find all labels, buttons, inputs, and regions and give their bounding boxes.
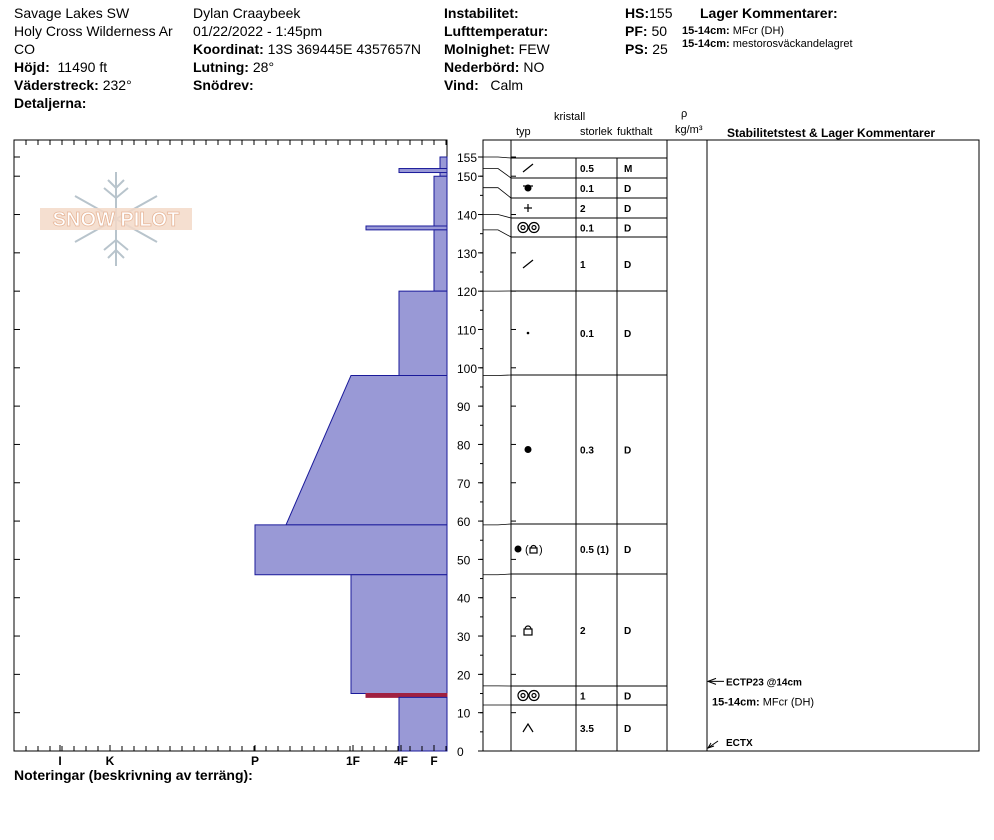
depth-label-150: 150 [457, 170, 478, 185]
depth-label-60: 60 [457, 515, 471, 530]
layer-connector-1 [483, 169, 511, 178]
hardness-label-F: F [430, 754, 438, 768]
layer-connector-2 [483, 188, 511, 198]
instability-label: Instabilitet: [444, 5, 519, 21]
layer-moisture-4: D [624, 260, 632, 271]
rho-header: ρ [681, 108, 688, 120]
sky-label: Molnighet: [444, 41, 515, 57]
depth-label-30: 30 [457, 630, 471, 645]
slope-value: 28° [252, 59, 275, 75]
observer-name: Dylan Craaybeek [193, 5, 301, 21]
crystal-header: kristall [554, 111, 586, 123]
elevation-label: Höjd: [14, 59, 50, 75]
observation-datetime: 01/22/2022 - 1:45pm [193, 23, 323, 39]
hardness-layer-9 [366, 694, 447, 698]
rounded-faceted-mix-icon [515, 546, 522, 553]
layer-comment-1-depth: 15-14cm: [682, 25, 730, 37]
layer-moisture-0: M [624, 164, 633, 175]
rounded-grains-icon [525, 446, 532, 453]
hardness-spike-152 [399, 169, 447, 173]
depth-label-40: 40 [457, 591, 471, 606]
melt-freeze-crust-icon-i2 [532, 694, 536, 698]
aspect-label: Väderstreck: [14, 77, 99, 93]
coordinate-value: 13S 369445E 4357657N [267, 41, 422, 57]
layer-size-9: 1 [580, 691, 586, 703]
location-area: Holy Cross Wilderness Ar [14, 23, 173, 39]
moisture-header: fukthalt [617, 126, 653, 138]
location-state: CO [14, 41, 35, 57]
layer-size-6: 0.3 [580, 445, 594, 457]
slope-label: Lutning: [193, 59, 249, 75]
depth-label-0: 0 [457, 745, 464, 759]
stability-header: Stabilitetstest & Lager Kommentarer [727, 126, 936, 140]
precip-value: NO [523, 59, 545, 75]
layer-size-10: 3.5 [580, 724, 594, 735]
layer-connector-8 [483, 574, 511, 575]
depth-label-155: 155 [457, 151, 478, 165]
layer-size-2: 2 [580, 204, 586, 215]
melt-freeze-crust-icon-b [529, 691, 539, 701]
type-header: typ [516, 126, 531, 138]
stability-note-depth: 15-14cm: [712, 696, 763, 709]
hardness-label-4F: 4F [393, 754, 409, 768]
hardness-label-P: P [250, 754, 260, 768]
depth-label-130: 130 [457, 246, 478, 261]
layer-moisture-2: D [624, 204, 632, 215]
hardness-layer-0 [440, 157, 447, 168]
layer-comment-1-text: MFcr (DH) [732, 25, 785, 37]
depth-label-90: 90 [457, 400, 471, 415]
pf-value: 50 [651, 23, 668, 39]
snowpilot-logo [40, 172, 192, 266]
stability-arrow-2 [708, 741, 718, 748]
airtemp-label: Lufttemperatur: [444, 23, 549, 39]
stability-tests [708, 677, 814, 749]
layer-connector-7 [483, 524, 511, 525]
layer-comment-2-depth: 15-14cm: [682, 38, 730, 50]
rounded-faceted-mix-icon-paren-close: ) [539, 544, 543, 556]
layer-size-8: 2 [580, 626, 586, 637]
depth-hoar-icon [523, 724, 533, 732]
melt-freeze-crust-icon-i2 [532, 226, 536, 230]
melt-freeze-crust-icon-b [529, 223, 539, 233]
depth-label-140: 140 [457, 208, 478, 223]
layer-connector-4 [483, 230, 511, 237]
hardness-label-K: K [105, 754, 115, 768]
ps-value: 25 [652, 41, 668, 57]
layer-moisture-8: D [624, 626, 632, 637]
depth-label-80: 80 [457, 438, 471, 453]
decomposing-fragments-icon [523, 260, 533, 268]
layer-moisture-7: D [624, 545, 632, 556]
wind-label: Vind: [444, 77, 479, 93]
depth-label-110: 110 [457, 323, 477, 338]
melt-freeze-crust-icon-i1 [521, 694, 525, 698]
hs-value: 155 [649, 5, 673, 21]
location-name: Savage Lakes SW [14, 5, 130, 21]
depth-label-10: 10 [457, 706, 471, 721]
layer-moisture-3: D [624, 223, 632, 235]
small-rounded-icon [527, 332, 530, 335]
depth-label-100: 100 [457, 361, 478, 376]
sky-value: FEW [518, 41, 550, 57]
hardness-layer-5 [399, 291, 447, 375]
stability-note-1 [712, 696, 814, 708]
layer-moisture-10: D [624, 724, 632, 735]
coordinate-label: Koordinat: [193, 41, 264, 57]
hardness-profile [255, 157, 447, 751]
layer-moisture-6: D [624, 445, 632, 457]
hardness-layer-6 [286, 375, 447, 524]
pf-label: PF: [625, 23, 648, 39]
layer-moisture-5: D [624, 329, 632, 340]
decomposing-fragments-icon [523, 164, 533, 172]
stability-note-text: MFcr (DH) [762, 696, 815, 709]
layer-moisture-1: D [624, 184, 632, 195]
rounded-faceted-mix-icon-paren-open: ( [525, 544, 529, 556]
size-header: storlek [580, 126, 613, 138]
hardness-label-1F: 1F [345, 754, 361, 768]
hardness-layer-4 [434, 230, 447, 291]
layer-size-1: 0.1 [580, 184, 594, 195]
stability-test-1: ECTP23 @14cm [726, 677, 802, 689]
layer-moisture-9: D [624, 691, 632, 703]
layer-comments-title: Lager Kommentarer: [700, 5, 838, 21]
layer-comment-2-text: mestorosväckandelagret [732, 38, 853, 50]
depth-label-70: 70 [457, 476, 471, 491]
wind-value: Calm [490, 77, 524, 93]
hardness-layer-3 [366, 226, 447, 230]
hardness-layer-2 [434, 176, 447, 226]
stability-test-2: ECTX [726, 738, 753, 749]
hardness-layer-10 [399, 697, 447, 751]
density-unit-header: kg/m³ [675, 124, 703, 136]
layer-size-3: 0.1 [580, 223, 594, 235]
drift-label: Snödrev: [193, 77, 254, 93]
notes-label: Noteringar (beskrivning av terräng): [14, 767, 253, 783]
layer-size-7: 0.5 (1) [580, 545, 609, 556]
aspect-value: 232° [102, 77, 132, 93]
layer-size-0: 0.5 [580, 164, 594, 175]
rounded-faceted-mix-icon-box [530, 548, 537, 553]
depth-label-120: 120 [457, 285, 478, 300]
elevation-value: 11490 ft [57, 59, 108, 75]
melt-freeze-crust-icon-i1 [521, 226, 525, 230]
hs-label: HS: [625, 5, 650, 21]
layer-size-5: 0.1 [580, 329, 594, 340]
logo-text: SNOW PILOT [52, 209, 180, 231]
depth-label-20: 20 [457, 668, 471, 683]
depth-label-50: 50 [457, 553, 471, 568]
layer-size-4: 1 [580, 260, 586, 271]
melt-freeze-crust-icon [518, 223, 528, 233]
melt-freeze-crust-icon [518, 691, 528, 701]
hardness-layer-7 [255, 525, 447, 575]
layer-connector-0 [483, 157, 511, 158]
layer-connector-3 [483, 215, 511, 218]
hardness-label-I: I [58, 754, 62, 768]
layer-table-frame [483, 140, 979, 751]
ps-label: PS: [625, 41, 649, 57]
precip-label: Nederbörd: [444, 59, 520, 75]
hardness-layer-8 [351, 575, 447, 694]
details-label: Detaljerna: [14, 95, 87, 111]
faceted-crystals-icon [524, 629, 532, 635]
